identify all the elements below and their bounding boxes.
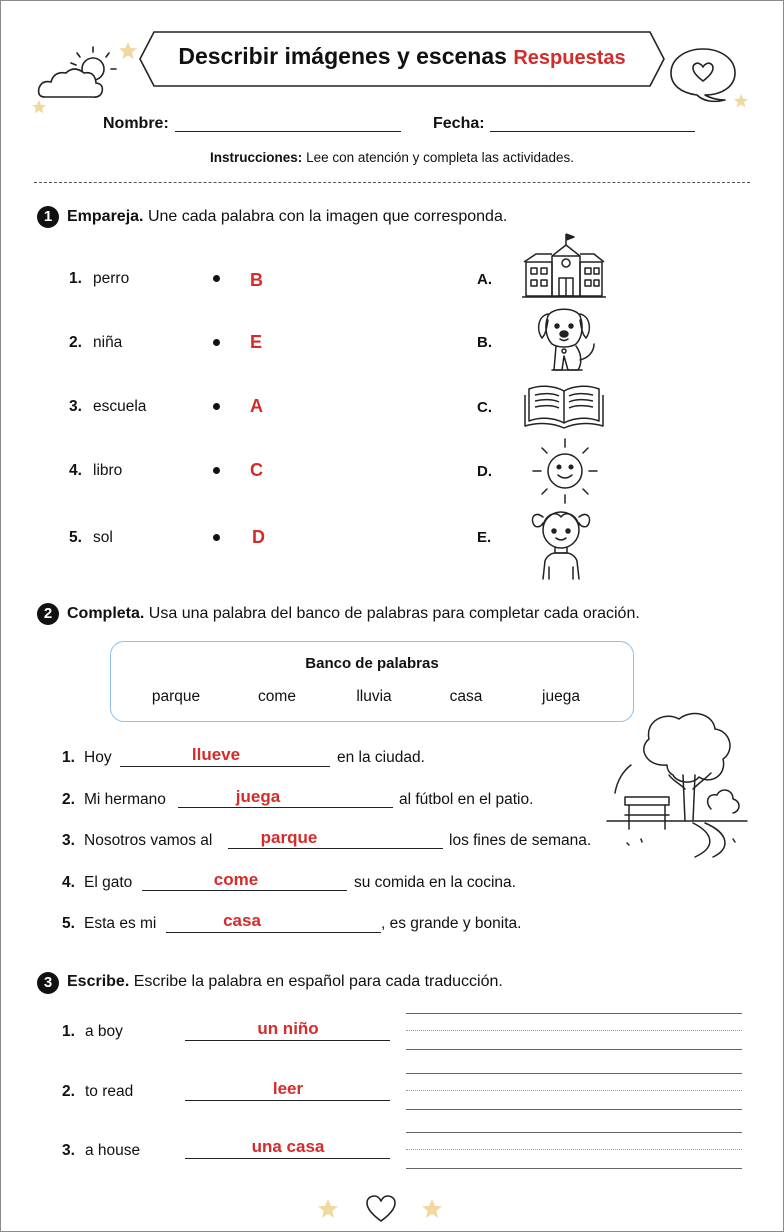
item-number: 1. <box>62 749 75 766</box>
item-number: 5. <box>69 529 82 546</box>
translation-answer: un niño <box>257 1019 319 1038</box>
word-bank <box>110 641 634 722</box>
match-answer: D <box>252 527 265 547</box>
answers-tag: Respuestas <box>513 47 626 69</box>
sentence-after: los fines de semana. <box>449 832 592 849</box>
girl-icon <box>529 503 593 581</box>
sun-icon <box>529 435 601 507</box>
section1-title <box>67 208 507 226</box>
translation-answer: una casa <box>251 1137 325 1156</box>
match-answer: B <box>250 270 263 290</box>
english-word: a boy <box>85 1023 123 1040</box>
heart-icon <box>365 1195 397 1223</box>
item-number: 1. <box>69 270 82 287</box>
writing-line[interactable] <box>406 1168 742 1169</box>
match-word: sol <box>93 529 113 546</box>
answer-blank[interactable] <box>166 932 381 933</box>
answer-blank[interactable] <box>185 1100 390 1101</box>
item-number: 2. <box>62 791 75 808</box>
writing-line[interactable] <box>406 1013 742 1014</box>
match-dot[interactable] <box>213 467 220 474</box>
sentence-before: Hoy <box>84 749 112 766</box>
sentence-after: , es grande y bonita. <box>381 915 522 932</box>
sentence-answer: juega <box>235 787 281 806</box>
title-text: Describir imágenes y escenas <box>178 43 507 69</box>
star-icon <box>118 41 138 61</box>
star-icon <box>733 93 749 109</box>
section2-number: 2 <box>37 603 59 625</box>
heart-speech-icon <box>669 47 739 103</box>
page-title <box>138 43 666 70</box>
sentence-before: Mi hermano <box>84 791 166 808</box>
park-scene-icon <box>607 709 753 859</box>
instructions-text: Lee con atención y completa las actividades. <box>306 150 574 165</box>
instructions <box>1 150 783 165</box>
section3-number: 3 <box>37 972 59 994</box>
section3-title <box>67 973 503 991</box>
item-number: 3. <box>62 1142 75 1159</box>
answer-blank[interactable] <box>142 890 347 891</box>
answer-blank[interactable] <box>120 766 330 767</box>
item-number: 5. <box>62 915 75 932</box>
writing-line[interactable] <box>406 1049 742 1050</box>
match-answer: C <box>250 460 263 480</box>
star-icon <box>421 1198 443 1220</box>
item-number: 2. <box>62 1083 75 1100</box>
translation-answer: leer <box>272 1079 304 1098</box>
instructions-label: Instrucciones: <box>210 150 303 165</box>
match-word: niña <box>93 334 123 351</box>
section2-title <box>67 605 640 623</box>
item-number: 2. <box>69 334 82 351</box>
item-number: 1. <box>62 1023 75 1040</box>
match-dot[interactable] <box>213 403 220 410</box>
option-letter-d: D. <box>477 463 492 480</box>
sentence-before: Esta es mi <box>84 915 157 932</box>
sentence-after: su comida en la cocina. <box>354 874 516 891</box>
dog-icon <box>532 304 604 380</box>
section2-title-text: Usa una palabra del banco de palabras para completar cada oración. <box>148 605 640 622</box>
match-dot[interactable] <box>213 534 220 541</box>
word-bank-title: Banco de palabras <box>305 655 439 672</box>
name-field[interactable] <box>175 131 401 132</box>
section2-title-bold: Completa. <box>67 605 145 622</box>
match-dot[interactable] <box>213 275 220 282</box>
match-answer: E <box>250 332 263 352</box>
writing-guide <box>406 1090 742 1091</box>
name-label: Nombre: <box>103 115 169 132</box>
section1-number: 1 <box>37 206 59 228</box>
section1-title-bold: Empareja. <box>67 208 144 225</box>
match-answer: A <box>250 396 263 416</box>
sentence-before: El gato <box>84 874 133 891</box>
school-icon <box>522 232 606 298</box>
item-number: 3. <box>62 832 75 849</box>
section3-title-text: Escribe la palabra en español para cada traducción. <box>133 973 503 990</box>
item-number: 4. <box>69 462 82 479</box>
sentence-answer: llueve <box>191 745 241 764</box>
bank-word: juega <box>542 688 580 705</box>
star-icon <box>31 99 47 115</box>
writing-guide <box>406 1149 742 1150</box>
option-letter-a: A. <box>477 271 492 288</box>
option-letter-b: B. <box>477 334 492 351</box>
sentence-before: Nosotros vamos al <box>84 832 213 849</box>
item-number: 4. <box>62 874 75 891</box>
section1-title-text: Une cada palabra con la imagen que corresponda. <box>147 208 508 225</box>
english-word: a house <box>85 1142 141 1159</box>
option-letter-e: E. <box>477 529 492 546</box>
sentence-answer: casa <box>223 911 261 930</box>
bank-word: casa <box>449 688 483 705</box>
star-icon <box>317 1198 339 1220</box>
sentence-after: al fútbol en el patio. <box>399 791 534 808</box>
date-label: Fecha: <box>433 115 485 132</box>
option-letter-c: C. <box>477 399 492 416</box>
writing-line[interactable] <box>406 1073 742 1074</box>
match-word: libro <box>93 462 123 479</box>
writing-guide <box>406 1030 742 1031</box>
match-dot[interactable] <box>213 339 220 346</box>
sentence-after: en la ciudad. <box>337 749 425 766</box>
answer-blank[interactable] <box>185 1158 390 1159</box>
match-word: escuela <box>93 398 147 415</box>
english-word: to read <box>85 1083 134 1100</box>
answer-blank[interactable] <box>178 807 393 808</box>
writing-line[interactable] <box>406 1109 742 1110</box>
sentence-answer: parque <box>260 828 318 847</box>
bank-word: parque <box>151 688 201 705</box>
sentence-answer: come <box>213 870 259 889</box>
bank-word: lluvia <box>356 688 392 705</box>
bank-word: come <box>258 688 296 705</box>
book-icon <box>523 381 605 431</box>
section3-title-bold: Escribe. <box>67 973 130 990</box>
answer-blank[interactable] <box>185 1040 390 1041</box>
writing-line[interactable] <box>406 1132 742 1133</box>
answer-blank[interactable] <box>228 848 443 849</box>
item-number: 3. <box>69 398 82 415</box>
date-field[interactable] <box>490 131 695 132</box>
match-word: perro <box>93 270 130 287</box>
header-divider <box>34 182 750 183</box>
